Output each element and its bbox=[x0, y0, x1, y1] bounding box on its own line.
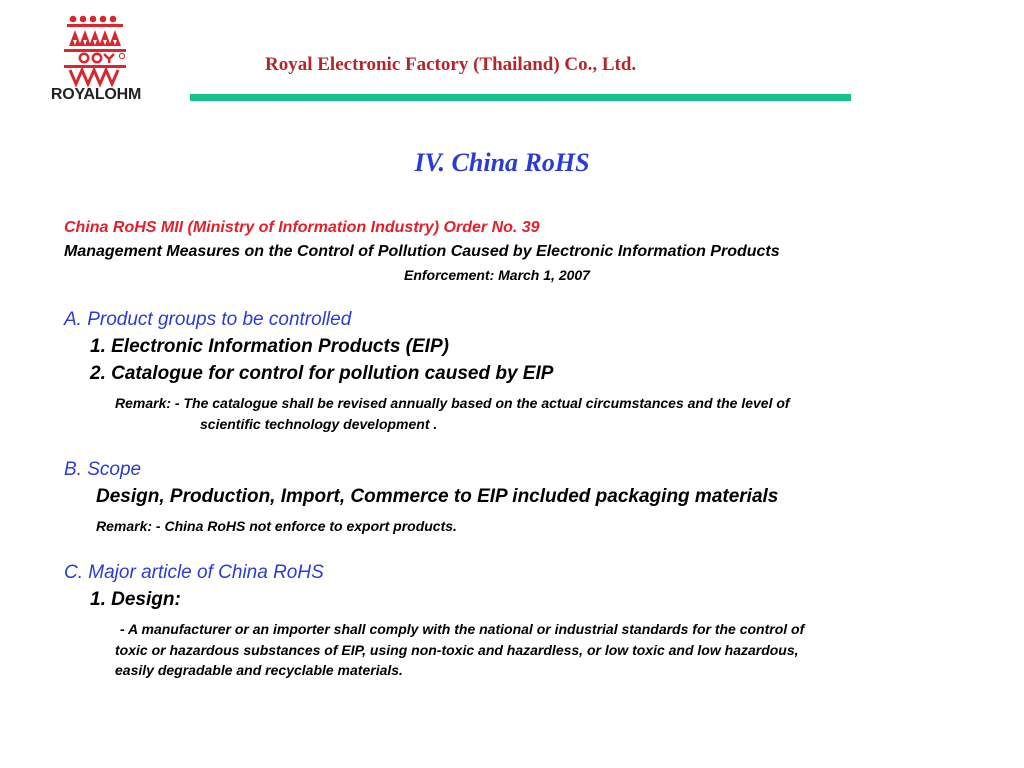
section-c-text-line-3: easily degradable and recyclable materials. bbox=[115, 662, 403, 678]
section-a-item-2: 2. Catalogue for control for pollution caused by EIP bbox=[90, 363, 554, 384]
header-divider bbox=[190, 94, 851, 101]
section-c-text-line-1: - A manufacturer or an importer shall comply with the national or industrial standards for the control of bbox=[120, 621, 805, 637]
section-a-item-1: 1. Electronic Information Products (EIP) bbox=[90, 336, 449, 357]
regulation-subtitle: Management Measures on the Control of Pollution Caused by Electronic Information Products bbox=[64, 243, 780, 260]
section-a-heading: A. Product groups to be controlled bbox=[64, 309, 352, 330]
section-b-remark: Remark: - China RoHS not enforce to export products. bbox=[96, 518, 457, 534]
section-a-remark-line-2: scientific technology development . bbox=[200, 416, 438, 432]
logo-text: ROYALOHM bbox=[50, 86, 142, 103]
royalohm-logo bbox=[44, 14, 148, 106]
page-title: IV. China RoHS bbox=[414, 148, 590, 177]
royalohm-emblem-icon bbox=[64, 14, 126, 88]
enforcement-date: Enforcement: March 1, 2007 bbox=[404, 267, 590, 283]
section-c-heading: C. Major article of China RoHS bbox=[64, 562, 324, 583]
section-b-heading: B. Scope bbox=[64, 459, 142, 480]
section-b-body: Design, Production, Import, Commerce to EIP included packaging materials bbox=[96, 486, 779, 507]
regulation-title: China RoHS MII (Ministry of Information Industry) Order No. 39 bbox=[64, 219, 540, 236]
company-name: Royal Electronic Factory (Thailand) Co., Ltd. bbox=[265, 54, 637, 75]
section-c-text-line-2: toxic or hazardous substances of EIP, using non-toxic and hazardless, or low toxic and low hazardous, bbox=[115, 642, 799, 658]
section-c-item-1: 1. Design: bbox=[90, 589, 181, 610]
section-a-remark-line-1: Remark: - The catalogue shall be revised annually based on the actual circumstances and the level of bbox=[115, 395, 790, 411]
